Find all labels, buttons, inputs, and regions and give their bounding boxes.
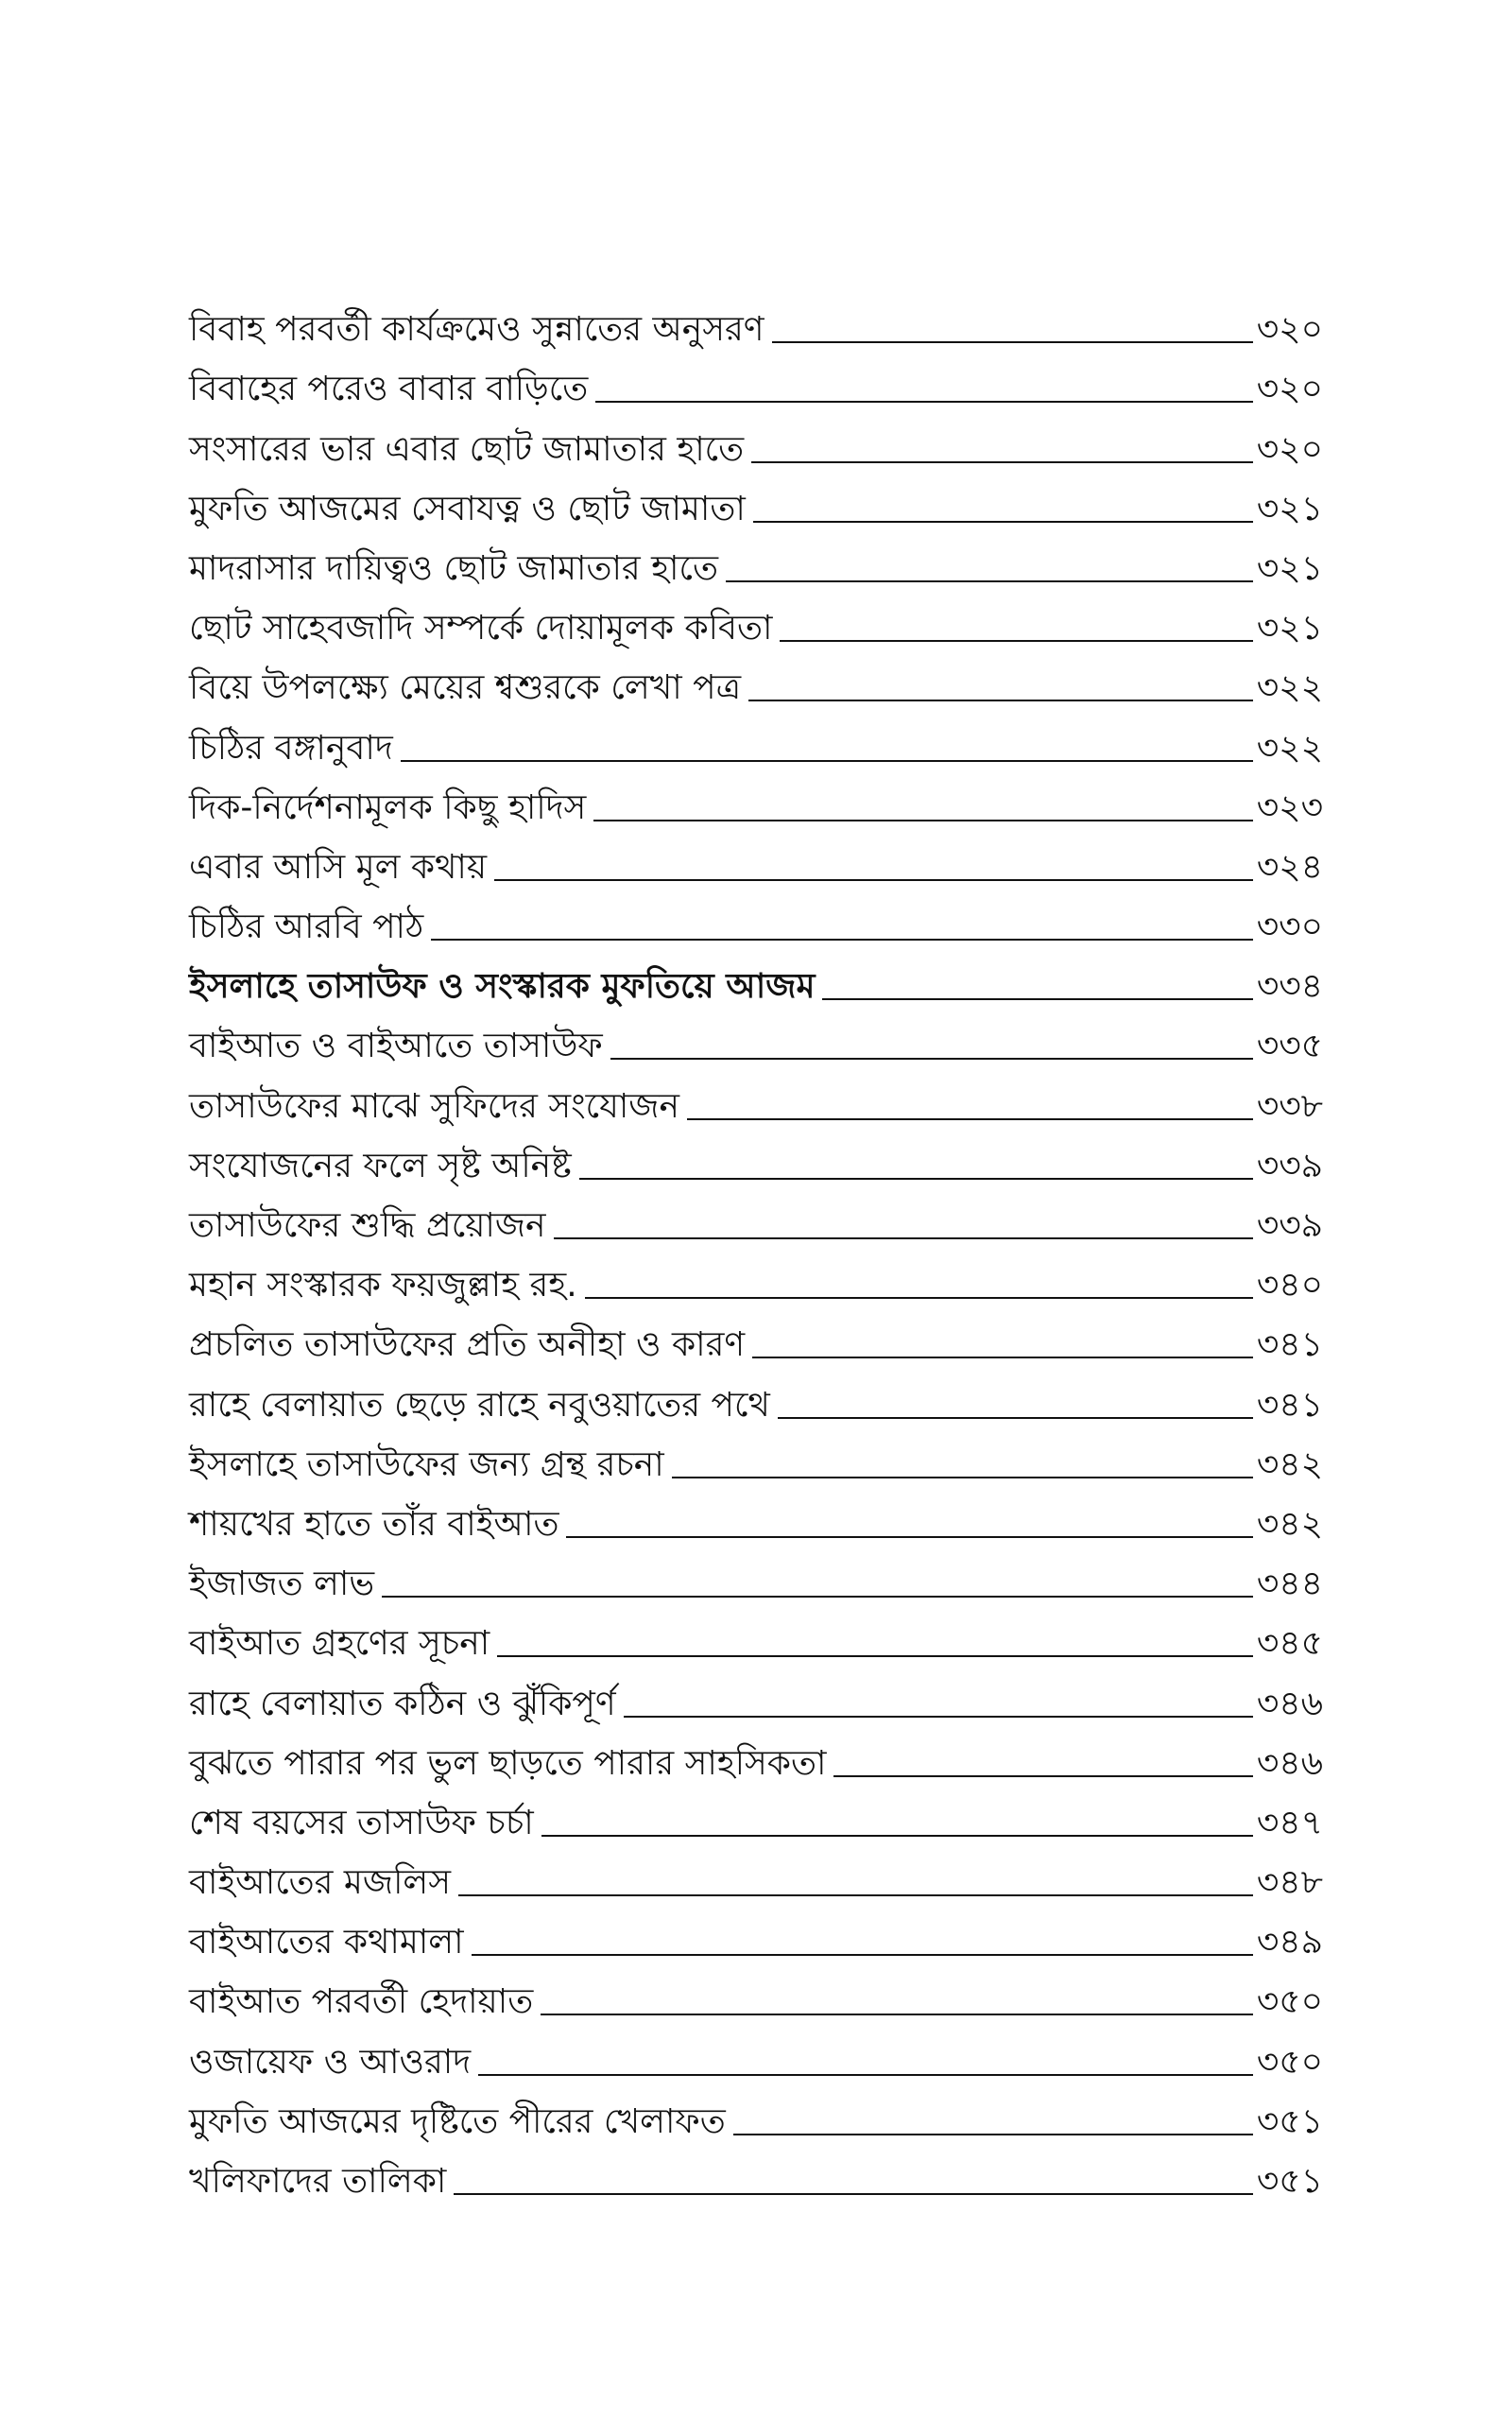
toc-entry <box>189 958 1323 1017</box>
toc-leader-line <box>780 640 1252 642</box>
toc-entry-title: চিঠির আরবি পাঠ <box>189 908 424 947</box>
toc-page-number: ৩৪৯ <box>1256 1923 1323 1962</box>
toc-entry <box>189 480 1323 540</box>
toc-entry <box>189 1973 1323 2032</box>
toc-page-number: ৩২০ <box>1256 429 1323 469</box>
toc-leader-line <box>778 1417 1253 1419</box>
toc-page-number: ৩৪২ <box>1256 1504 1323 1544</box>
toc-leader-line <box>541 1835 1253 1837</box>
toc-page-number: ৩৩৫ <box>1256 1027 1323 1066</box>
toc-leader-line <box>454 2193 1253 2195</box>
toc-entry <box>189 360 1323 420</box>
toc-leader-line <box>472 1954 1253 1956</box>
toc-entry <box>189 1794 1323 1854</box>
toc-leader-line <box>772 341 1253 343</box>
toc-entry-title: বিবাহের পরেও বাবার বাড়িতে <box>189 370 589 409</box>
toc-entry <box>189 2152 1323 2212</box>
toc-entry-title: শেষ বয়সের তাসাউফ চর্চা <box>189 1803 534 1842</box>
toc-page-number: ৩২২ <box>1256 668 1323 708</box>
toc-leader-line <box>822 998 1252 1000</box>
toc-leader-line <box>748 700 1253 701</box>
toc-entry <box>189 898 1323 958</box>
toc-entry <box>189 1017 1323 1077</box>
toc-entry-title: রাহে বেলায়াত কঠিন ও ঝুঁকিপূর্ণ <box>189 1684 616 1723</box>
toc-page-number: ৩৪০ <box>1256 1266 1323 1305</box>
toc-entry <box>189 1495 1323 1555</box>
toc-entry-title: ওজায়েফ ও আওরাদ <box>189 2042 472 2082</box>
toc-leader-line <box>541 2014 1253 2015</box>
toc-entry-title: প্রচলিত তাসাউফের প্রতি অনীহা ও কারণ <box>189 1325 746 1365</box>
toc-entry <box>189 1854 1323 1913</box>
toc-entry <box>189 1077 1323 1136</box>
toc-page-number: ৩২০ <box>1256 370 1323 409</box>
toc-page-number: ৩৪১ <box>1256 1325 1323 1365</box>
toc-leader-line <box>382 1596 1253 1598</box>
toc-entry <box>189 1375 1323 1435</box>
toc-page-number: ৩৪৫ <box>1256 1624 1323 1664</box>
toc-entry-title: বুঝতে পারার পর ভুল ছাড়তে পারার সাহসিকতা <box>189 1743 827 1783</box>
toc-entry <box>189 420 1323 479</box>
toc-page-number: ৩৪৬ <box>1256 1743 1323 1783</box>
toc-page-number: ৩৫০ <box>1256 1982 1323 2022</box>
toc-entry-title: বাইআতের মজলিস <box>189 1863 452 1903</box>
toc-entry-title: ইসলাহে তাসাউফের জন্য গ্রন্থ রচনা <box>189 1444 664 1484</box>
toc-entry <box>189 838 1323 898</box>
toc-leader-line <box>624 1716 1253 1718</box>
toc-leader-line <box>687 1118 1253 1120</box>
toc-leader-line <box>497 1655 1253 1657</box>
toc-page-number: ৩৩৪ <box>1256 967 1323 1007</box>
toc-page-number: ৩৪৮ <box>1256 1863 1323 1903</box>
toc-entry <box>189 1256 1323 1316</box>
toc-entry <box>189 301 1323 360</box>
toc-entry <box>189 1197 1323 1256</box>
toc-leader-line <box>593 820 1252 821</box>
toc-entry-title: এবার আসি মূল কথায় <box>189 847 488 887</box>
toc-page-number: ৩৫১ <box>1256 2101 1323 2141</box>
toc-entry-title: বাইআতের কথামালা <box>189 1923 464 1962</box>
toc-leader-line <box>610 1058 1253 1060</box>
toc-entry-title: বাইআত পরবর্তী হেদায়াত <box>189 1982 534 2022</box>
toc-entry <box>189 2032 1323 2092</box>
toc-entry <box>189 2093 1323 2152</box>
toc-leader-line <box>566 1536 1252 1538</box>
toc-page-number: ৩৩০ <box>1256 908 1323 947</box>
toc-leader-line <box>752 1357 1253 1358</box>
toc-entry-title: মুফতি আজমের সেবাযত্ন ও ছোট জামাতা <box>189 489 746 528</box>
toc-entry-title: মাদরাসার দায়িত্বও ছোট জামাতার হাতে <box>189 548 718 588</box>
toc-page-number: ৩২২ <box>1256 728 1323 768</box>
toc-entry <box>189 1436 1323 1495</box>
toc-entry-title: শায়খের হাতে তাঁর বাইআত <box>189 1504 559 1544</box>
toc-entry-title: ছোট সাহেবজাদি সম্পর্কে দোয়ামূলক কবিতা <box>189 609 773 648</box>
toc-entry <box>189 1615 1323 1674</box>
toc-page-number: ৩৪৬ <box>1256 1684 1323 1723</box>
toc-leader-line <box>585 1297 1253 1299</box>
toc-leader-line <box>753 521 1253 523</box>
toc-leader-line <box>458 1894 1253 1896</box>
toc-entry-title: রাহে বেলায়াত ছেড়ে রাহে নবুওয়াতের পথে <box>189 1385 770 1425</box>
toc-leader-line <box>726 580 1253 582</box>
toc-leader-line <box>833 1775 1252 1777</box>
toc-leader-line <box>494 879 1253 881</box>
toc-leader-line <box>478 2074 1253 2076</box>
toc-entry-title: ইজাজত লাভ <box>189 1564 375 1604</box>
toc-entry-title: সংযোজনের ফলে সৃষ্ট অনিষ্ট <box>189 1146 572 1185</box>
toc-entry-title: তাসাউফের মাঝে সুফিদের সংযোজন <box>189 1086 679 1126</box>
toc-page-number: ৩৩৮ <box>1256 1086 1323 1126</box>
toc-leader-line <box>595 401 1253 403</box>
toc-page-number: ৩২১ <box>1256 609 1323 648</box>
toc-entry <box>189 1555 1323 1615</box>
toc-entry <box>189 779 1323 838</box>
toc-entry-title: তাসাউফের শুদ্ধি প্রয়োজন <box>189 1206 546 1245</box>
toc-page-number: ৩৪২ <box>1256 1444 1323 1484</box>
toc-leader-line <box>672 1477 1253 1478</box>
toc-entry-title: বাইআত গ্রহণের সূচনা <box>189 1624 490 1664</box>
toc-page-number: ৩৩৯ <box>1256 1206 1323 1245</box>
toc-leader-line <box>554 1237 1253 1239</box>
toc-page-number: ৩৫১ <box>1256 2162 1323 2201</box>
toc-entry-title: বিয়ে উপলক্ষ্যে মেয়ের শ্বশুরকে লেখা পত্র <box>189 668 742 708</box>
toc-leader-line <box>431 939 1253 941</box>
table-of-contents <box>189 301 1323 2212</box>
toc-page-number: ৩২১ <box>1256 548 1323 588</box>
toc-entry <box>189 599 1323 659</box>
toc-entry <box>189 540 1323 599</box>
toc-leader-line <box>579 1178 1253 1180</box>
toc-entry-title: চিঠির বঙ্গানুবাদ <box>189 728 393 768</box>
toc-entry-title: সংসারের ভার এবার ছোট জামাতার হাতে <box>189 429 745 469</box>
toc-leader-line <box>733 2134 1253 2135</box>
toc-entry <box>189 659 1323 718</box>
toc-entry-title: বিবাহ পরবর্তী কার্যক্রমেও সুন্নাতের অনুসরণ <box>189 310 765 350</box>
toc-entry <box>189 1735 1323 1794</box>
toc-page-number: ৩৪৪ <box>1256 1564 1323 1604</box>
toc-page-number: ৩২৩ <box>1256 787 1323 827</box>
toc-page-number: ৩২৪ <box>1256 847 1323 887</box>
toc-entry <box>189 1674 1323 1734</box>
toc-entry-title: বাইআত ও বাইআতে তাসাউফ <box>189 1027 603 1066</box>
toc-page-number: ৩৪১ <box>1256 1385 1323 1425</box>
toc-entry-title: দিক-নির্দেশনামূলক কিছু হাদিস <box>189 787 587 827</box>
toc-entry <box>189 1316 1323 1375</box>
toc-page-number: ৩৪৭ <box>1256 1803 1323 1842</box>
toc-leader-line <box>751 461 1253 463</box>
toc-page-number: ৩৫০ <box>1256 2042 1323 2082</box>
toc-page-number: ৩২০ <box>1256 310 1323 350</box>
toc-leader-line <box>401 760 1253 762</box>
toc-section-heading: ইসলাহে তাসাউফ ও সংস্কারক মুফতিয়ে আজম <box>189 967 816 1007</box>
toc-entry <box>189 718 1323 778</box>
toc-entry <box>189 1137 1323 1197</box>
toc-entry-title: মহান সংস্কারক ফয়জুল্লাহ রহ. <box>189 1266 577 1305</box>
toc-page-number: ৩৩৯ <box>1256 1146 1323 1185</box>
toc-entry-title: খলিফাদের তালিকা <box>189 2162 447 2201</box>
toc-entry-title: মুফতি আজমের দৃষ্টিতে পীরের খেলাফত <box>189 2101 726 2141</box>
toc-entry <box>189 1913 1323 1973</box>
toc-page-number: ৩২১ <box>1256 489 1323 528</box>
